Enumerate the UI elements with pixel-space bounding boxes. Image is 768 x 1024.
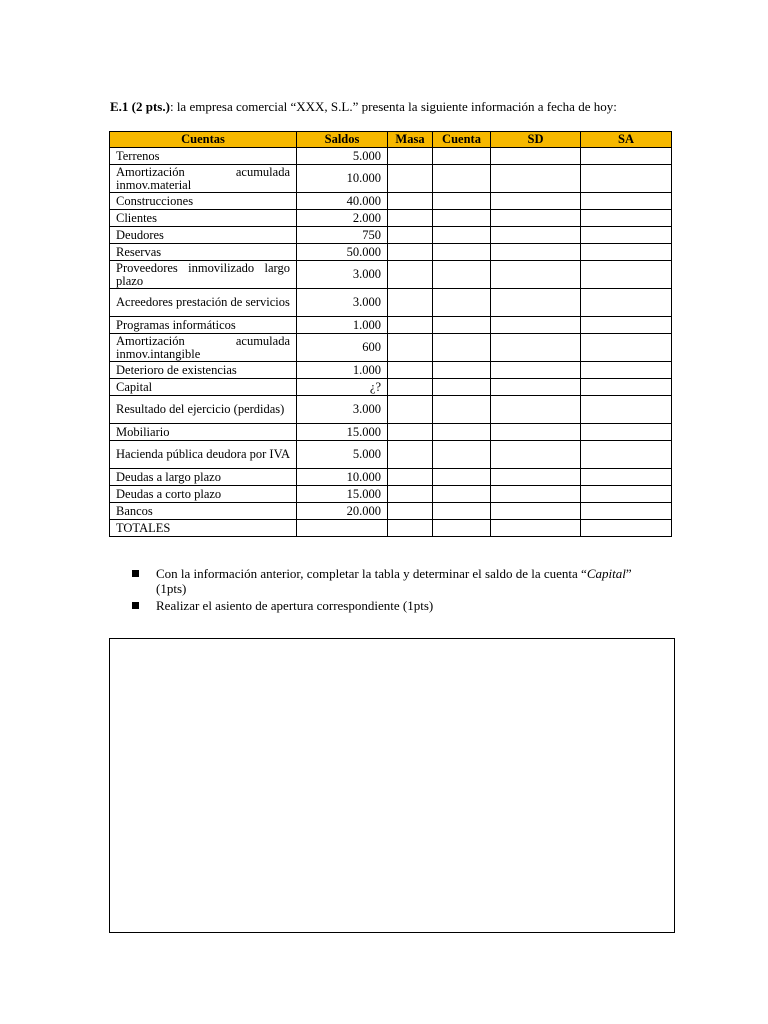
sa-cell[interactable]: [581, 261, 672, 289]
table-row: [110, 148, 672, 165]
task1-emphasis: Capital: [586, 566, 626, 581]
cuenta-cell[interactable]: [433, 227, 491, 244]
account-name: Mobiliario: [110, 424, 297, 441]
account-name: Hacienda pública deudora por IVA: [110, 441, 297, 469]
account-name: Deudores: [110, 227, 297, 244]
sd-cell[interactable]: [491, 210, 581, 227]
sa-cell[interactable]: [581, 441, 672, 469]
account-name: Proveedores inmovilizado largo plazo: [110, 261, 297, 289]
masa-cell[interactable]: [388, 317, 433, 334]
account-name: Amortización acumulada inmov.intangible: [110, 334, 297, 362]
sd-cell[interactable]: [491, 317, 581, 334]
sd-cell[interactable]: [491, 503, 581, 520]
table-row: [110, 210, 672, 227]
masa-cell[interactable]: [388, 379, 433, 396]
account-name: Construcciones: [110, 193, 297, 210]
cuenta-cell[interactable]: [433, 362, 491, 379]
table-row: [110, 441, 672, 469]
exercise-text: : la empresa comercial “XXX, S.L.” presenta la siguiente información a fecha de hoy:: [169, 99, 617, 114]
account-name: Resultado del ejercicio (perdidas): [110, 396, 297, 424]
header-cuentas: Cuentas: [110, 132, 297, 148]
account-balance: 750: [297, 227, 388, 244]
answer-box[interactable]: [109, 638, 675, 933]
sa-cell[interactable]: [581, 486, 672, 503]
masa-cell[interactable]: [388, 424, 433, 441]
account-balance: 1.000: [297, 362, 388, 379]
cuenta-cell[interactable]: [433, 210, 491, 227]
masa-cell[interactable]: [388, 289, 433, 317]
masa-cell[interactable]: [388, 441, 433, 469]
task2-text: Realizar el asiento de apertura correspondiente (1pts): [156, 598, 434, 613]
table-row: [110, 469, 672, 486]
task1-suffix: ” (1pts): [156, 566, 632, 596]
table-header-row: [110, 132, 672, 148]
table-row: [110, 165, 672, 193]
account-balance: 3.000: [297, 261, 388, 289]
masa-cell[interactable]: [388, 334, 433, 362]
cuenta-cell[interactable]: [433, 486, 491, 503]
sd-cell[interactable]: [491, 379, 581, 396]
masa-cell[interactable]: [388, 503, 433, 520]
table-row: [110, 424, 672, 441]
table-row: [110, 289, 672, 317]
cuenta-cell[interactable]: [433, 396, 491, 424]
sa-cell[interactable]: [581, 210, 672, 227]
header-saldos: Saldos: [297, 132, 388, 148]
bullet-square-icon: [132, 570, 139, 577]
cuenta-cell[interactable]: [433, 334, 491, 362]
account-name: Acreedores prestación de servicios: [110, 289, 297, 317]
account-name: Deudas a corto plazo: [110, 486, 297, 503]
sd-cell[interactable]: [491, 334, 581, 362]
cuenta-cell[interactable]: [433, 520, 491, 537]
table-row: [110, 244, 672, 261]
sd-cell[interactable]: [491, 193, 581, 210]
account-balance: 600: [297, 334, 388, 362]
cuenta-cell[interactable]: [433, 165, 491, 193]
masa-cell[interactable]: [388, 193, 433, 210]
cuenta-cell[interactable]: [433, 469, 491, 486]
sa-cell[interactable]: [581, 148, 672, 165]
sa-cell[interactable]: [581, 334, 672, 362]
cuenta-cell[interactable]: [433, 148, 491, 165]
sa-cell[interactable]: [581, 503, 672, 520]
sd-cell[interactable]: [491, 227, 581, 244]
cuenta-cell[interactable]: [433, 244, 491, 261]
table-row: [110, 503, 672, 520]
sd-cell[interactable]: [491, 244, 581, 261]
sd-cell[interactable]: [491, 441, 581, 469]
cuenta-cell[interactable]: [433, 289, 491, 317]
totals-row: [110, 520, 672, 537]
table-row: [110, 362, 672, 379]
account-balance: 50.000: [297, 244, 388, 261]
masa-cell[interactable]: [388, 261, 433, 289]
sa-cell[interactable]: [581, 317, 672, 334]
account-balance: 5.000: [297, 441, 388, 469]
masa-cell[interactable]: [388, 362, 433, 379]
cuenta-cell[interactable]: [433, 503, 491, 520]
sa-cell[interactable]: [581, 244, 672, 261]
account-name: Deterioro de existencias: [110, 362, 297, 379]
account-balance: ¿?: [297, 379, 388, 396]
table-row: [110, 396, 672, 424]
cuenta-cell[interactable]: [433, 261, 491, 289]
account-balance: 5.000: [297, 148, 388, 165]
cuenta-cell[interactable]: [433, 317, 491, 334]
masa-cell[interactable]: [388, 469, 433, 486]
masa-cell[interactable]: [388, 148, 433, 165]
sa-cell[interactable]: [581, 362, 672, 379]
sa-cell[interactable]: [581, 165, 672, 193]
table-row: [110, 261, 672, 289]
sd-cell[interactable]: [491, 148, 581, 165]
masa-cell[interactable]: [388, 244, 433, 261]
sa-cell[interactable]: [581, 396, 672, 424]
table-row: [110, 193, 672, 210]
account-name: Terrenos: [110, 148, 297, 165]
sd-cell[interactable]: [491, 520, 581, 537]
account-name: Deudas a largo plazo: [110, 469, 297, 486]
header-cuenta: Cuenta: [433, 132, 491, 148]
sd-cell[interactable]: [491, 424, 581, 441]
masa-cell[interactable]: [388, 227, 433, 244]
masa-cell[interactable]: [388, 396, 433, 424]
cuenta-cell[interactable]: [433, 424, 491, 441]
account-balance: 10.000: [297, 469, 388, 486]
account-balance: 15.000: [297, 424, 388, 441]
account-balance: 10.000: [297, 165, 388, 193]
header-sa: SA: [581, 132, 672, 148]
masa-cell[interactable]: [388, 486, 433, 503]
exercise-statement: [110, 99, 617, 115]
header-masa: Masa: [388, 132, 433, 148]
totals-balance[interactable]: [297, 520, 388, 537]
account-name: Bancos: [110, 503, 297, 520]
sd-cell[interactable]: [491, 261, 581, 289]
sa-cell[interactable]: [581, 193, 672, 210]
account-balance: 40.000: [297, 193, 388, 210]
account-balance: 3.000: [297, 396, 388, 424]
cuenta-cell[interactable]: [433, 441, 491, 469]
task1-prefix: Con la información anterior, completar la tabla y determinar el saldo de la cuenta “: [156, 566, 587, 581]
sa-cell[interactable]: [581, 424, 672, 441]
account-name: Capital: [110, 379, 297, 396]
account-name: Reservas: [110, 244, 297, 261]
task-list: [132, 566, 652, 615]
table-row: [110, 379, 672, 396]
sd-cell[interactable]: [491, 396, 581, 424]
sa-cell[interactable]: [581, 469, 672, 486]
table-row: [110, 486, 672, 503]
cuenta-cell[interactable]: [433, 193, 491, 210]
sd-cell[interactable]: [491, 469, 581, 486]
sd-cell[interactable]: [491, 486, 581, 503]
sa-cell[interactable]: [581, 520, 672, 537]
account-balance: 1.000: [297, 317, 388, 334]
header-sd: SD: [491, 132, 581, 148]
sa-cell[interactable]: [581, 379, 672, 396]
sd-cell[interactable]: [491, 362, 581, 379]
account-balance: 2.000: [297, 210, 388, 227]
cuenta-cell[interactable]: [433, 379, 491, 396]
masa-cell[interactable]: [388, 210, 433, 227]
masa-cell[interactable]: [388, 165, 433, 193]
account-balance: 3.000: [297, 289, 388, 317]
table-row: [110, 317, 672, 334]
sa-cell[interactable]: [581, 289, 672, 317]
table-row: [110, 334, 672, 362]
task-item-capital: [132, 566, 652, 596]
task-item-asiento: [132, 598, 652, 613]
sa-cell[interactable]: [581, 227, 672, 244]
accounts-table: [109, 131, 672, 537]
account-name: Programas informáticos: [110, 317, 297, 334]
totals-label: TOTALES: [110, 520, 297, 537]
account-balance: 20.000: [297, 503, 388, 520]
masa-cell[interactable]: [388, 520, 433, 537]
account-balance: 15.000: [297, 486, 388, 503]
account-name: Clientes: [110, 210, 297, 227]
sd-cell[interactable]: [491, 165, 581, 193]
sd-cell[interactable]: [491, 289, 581, 317]
exercise-label: E.1 (2 pts.): [110, 99, 170, 114]
account-name: Amortización acumulada inmov.material: [110, 165, 297, 193]
bullet-square-icon: [132, 602, 139, 609]
table-row: [110, 227, 672, 244]
